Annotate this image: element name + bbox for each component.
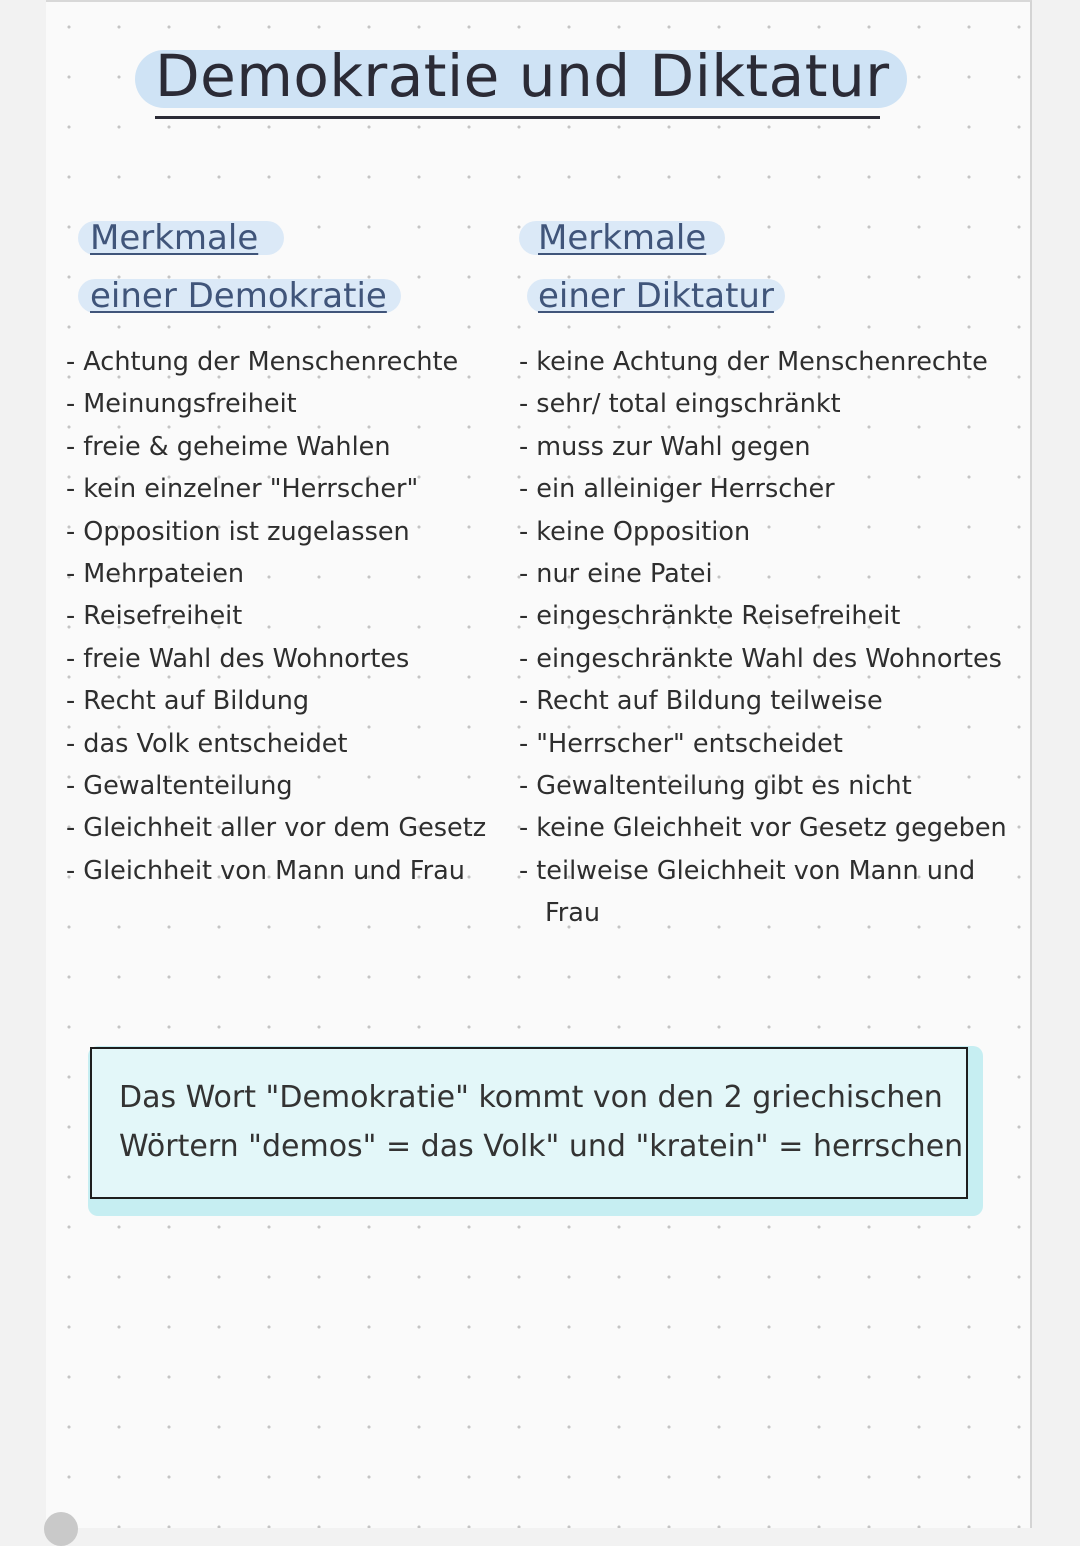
list-item: - ein alleiniger Herrscher — [519, 474, 835, 505]
list-item: - Opposition ist zugelassen — [66, 516, 410, 547]
list-item: - eingeschränkte Wahl des Wohnortes — [519, 643, 1002, 674]
note-line1: Das Wort "Demokratie" kommt von den 2 griechischen — [119, 1080, 943, 1115]
note-line2: Wörtern "demos" = das Volk" und "kratein" = herrschen — [119, 1129, 964, 1164]
list-item: - Recht auf Bildung teilweise — [519, 686, 883, 717]
list-item: - teilweise Gleichheit von Mann und — [519, 855, 976, 886]
list-item-continuation: Frau — [545, 898, 601, 929]
list-item: - Meinungsfreiheit — [66, 389, 297, 420]
list-item: - eingeschränkte Reisefreiheit — [519, 601, 901, 632]
list-item: - Gewaltenteilung — [66, 770, 293, 801]
note-box — [90, 1047, 968, 1199]
list-item: - freie Wahl des Wohnortes — [66, 643, 410, 674]
dictatorship-list — [519, 341, 1007, 934]
list-item: - keine Achtung der Menschenrechte — [519, 347, 988, 377]
list-item: - Reisefreiheit — [66, 601, 243, 632]
page-corner — [44, 1512, 78, 1546]
list-item: - sehr/ total eingschränkt — [519, 389, 841, 420]
democracy-list — [66, 341, 486, 892]
list-item: - Gewaltenteilung gibt es nicht — [519, 770, 912, 801]
list-item: - Achtung der Menschenrechte — [66, 347, 459, 377]
democracy-heading-line1: Merkmale — [90, 218, 259, 258]
list-item: - Mehrpateien — [66, 558, 245, 589]
list-item: - keine Opposition — [519, 516, 751, 547]
list-item: - das Volk entscheidet — [66, 728, 348, 759]
list-item: - Recht auf Bildung — [66, 686, 310, 717]
list-item: - nur eine Patei — [519, 558, 713, 589]
list-item: - Gleichheit aller vor dem Gesetz — [66, 813, 487, 844]
dictatorship-heading-line2: einer Diktatur — [538, 276, 774, 316]
dictatorship-heading-line1: Merkmale — [538, 218, 707, 258]
list-item: - Gleichheit von Mann und Frau — [66, 855, 465, 886]
democracy-heading-line2: einer Demokratie — [90, 276, 387, 316]
list-item: - freie & geheime Wahlen — [66, 431, 391, 462]
list-item: - keine Gleichheit vor Gesetz gegeben — [519, 813, 1007, 844]
list-item: - muss zur Wahl gegen — [519, 431, 811, 462]
list-item: - "Herrscher" entscheidet — [519, 728, 843, 759]
page-title: Demokratie und Diktatur — [155, 36, 880, 119]
list-item: - kein einzelner "Herrscher" — [66, 474, 419, 505]
